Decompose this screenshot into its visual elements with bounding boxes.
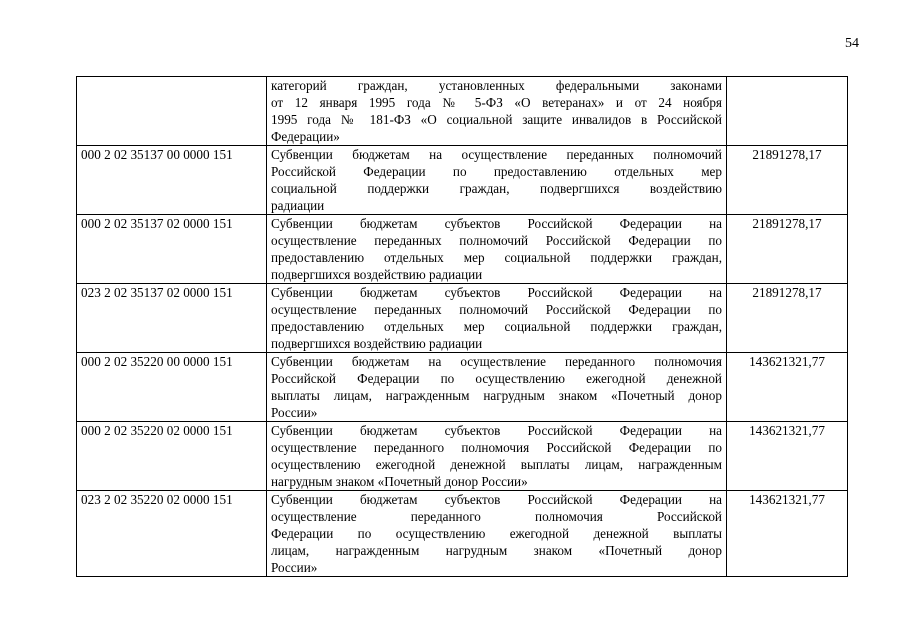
description-line: Субвенции бюджетам субъектов Российской Федерации на [271,285,722,300]
description-cell [267,215,727,284]
description-line: предоставлению отдельных мер социальной поддержки граждан, [271,319,722,334]
description-line: подвергшихся воздействию радиации [271,267,483,282]
description-cell [267,146,727,215]
description-line: Субвенции бюджетам субъектов Российской Федерации на [271,423,722,438]
budget-table [76,76,848,577]
description-line: нагрудным знаком «Почетный донор России» [271,474,528,489]
budget-code-cell: 000 2 02 35220 02 0000 151 [77,422,267,491]
description-line: социальной поддержки граждан, подвергшихся воздействию [271,181,722,196]
amount-cell: 21891278,17 [727,146,848,215]
amount-cell: 143621321,77 [727,353,848,422]
description-line: осуществление переданных полномочий Российской Федерации по [271,302,722,317]
table-row [77,77,848,146]
budget-code-cell [77,77,267,146]
description-line: осуществление переданных полномочий Российской Федерации по [271,233,722,248]
table-row [77,491,848,577]
description-line: осуществлению ежегодной денежной выплаты лицам, награжденным [271,457,722,472]
amount-cell: 143621321,77 [727,491,848,577]
amount-cell [727,77,848,146]
description-line: радиации [271,198,325,213]
table-row [77,284,848,353]
description-line: Российской Федерации по осуществлению ежегодной денежной [271,371,722,386]
description-line: предоставлению отдельных мер социальной поддержки граждан, [271,250,722,265]
description-line: Федерации» [271,129,340,144]
description-cell [267,422,727,491]
description-line: от 12 января 1995 года № 5-ФЗ «О ветеранах» и от 24 ноября [271,95,722,110]
description-line: Российской Федерации по предоставлению отдельных мер [271,164,722,179]
description-line: 1995 года № 181-ФЗ «О социальной защите инвалидов в Российской [271,112,722,127]
budget-code-cell: 000 2 02 35220 00 0000 151 [77,353,267,422]
description-cell [267,353,727,422]
description-line: выплаты лицам, награжденным нагрудным знаком «Почетный донор [271,388,722,403]
table-row [77,422,848,491]
description-line: категорий граждан, установленных федеральными законами [271,78,722,93]
budget-code-cell: 000 2 02 35137 00 0000 151 [77,146,267,215]
description-line: подвергшихся воздействию радиации [271,336,483,351]
description-line: лицам, награжденным нагрудным знаком «Почетный донор [271,543,722,558]
table-row [77,146,848,215]
description-cell [267,284,727,353]
amount-cell: 21891278,17 [727,284,848,353]
description-line: Федерации по осуществлению ежегодной денежной выплаты [271,526,722,541]
description-line: России» [271,405,318,420]
description-line: Субвенции бюджетам субъектов Российской Федерации на [271,492,722,507]
amount-cell: 21891278,17 [727,215,848,284]
description-cell [267,77,727,146]
page-number: 54 [845,36,859,51]
description-line: Субвенции бюджетам субъектов Российской Федерации на [271,216,722,231]
description-line: России» [271,560,318,575]
description-line: Субвенции бюджетам на осуществление переданного полномочия [271,354,722,369]
description-line: осуществление переданного полномочия Российской [271,509,722,524]
description-line: Субвенции бюджетам на осуществление переданных полномочий [271,147,722,162]
description-cell [267,491,727,577]
budget-code-cell: 023 2 02 35137 02 0000 151 [77,284,267,353]
table-row [77,215,848,284]
description-line: осуществление переданного полномочия Российской Федерации по [271,440,722,455]
table-row [77,353,848,422]
amount-cell: 143621321,77 [727,422,848,491]
budget-code-cell: 000 2 02 35137 02 0000 151 [77,215,267,284]
budget-code-cell: 023 2 02 35220 02 0000 151 [77,491,267,577]
